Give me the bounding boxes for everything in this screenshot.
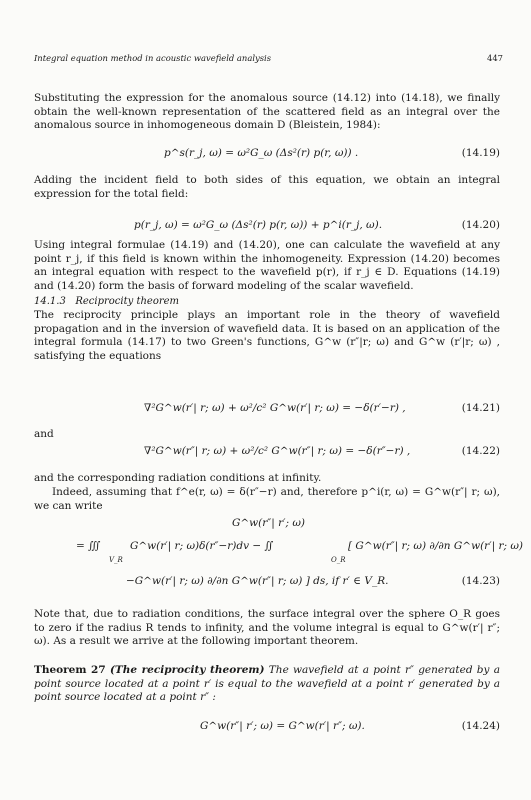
section-heading xyxy=(34,295,179,309)
equation-14-19 xyxy=(34,147,500,163)
theorem-label: Theorem 27 xyxy=(34,664,106,676)
paragraph-5: and the corresponding radiation conditions at infinity. xyxy=(34,472,322,484)
connective-text: and xyxy=(34,428,54,440)
paragraph-7: Note that, due to radiation conditions, the surface integral over the sphere O_R goes to zero if the radius R tends to infinity, and the volume integral is equal to G^w(r′| r″; ω). As a result we arrive at the following important theorem. xyxy=(34,608,500,648)
equation-body-bracket: [ G^w(r″| r; ω) ∂/∂n G^w(r′| r; ω) xyxy=(348,540,524,552)
equation-body: G^w(r′| r; ω)δ(r″−r)dv − ∬ xyxy=(130,540,274,552)
equation-body: p(r_j, ω) = ω²G_ω (Δs²(r) p(r, ω)) + p^i(r_j, ω). xyxy=(134,219,383,231)
equation-number: (14.20) xyxy=(461,219,500,231)
equation-body: G^w(r″| r′; ω) = G^w(r′| r″; ω). xyxy=(200,720,365,732)
surface-subscript: O_R xyxy=(331,556,346,564)
theorem-name: (The reciprocity theorem) xyxy=(109,664,265,676)
equation-number: (14.21) xyxy=(461,402,500,414)
paragraph-1: Substituting the expression for the anomalous source (14.12) into (14.18), we finally obtain the well-known representation of the scattered field as an integral over the anomalous source in inhomogeneous domain D (Bleistein, 1984): xyxy=(34,92,500,132)
equation-14-22 xyxy=(34,445,500,461)
equation-14-20 xyxy=(34,219,500,235)
equation-body: ∇²G^w(r″| r; ω) + ω²/c² G^w(r″| r; ω) = −δ(r″−r) , xyxy=(144,445,411,457)
theorem-body: The wavefield at a point r″ generated by a point source located at a point r′ is equal to the wavefield at a point r′ generated by a point source located at a point r″ : xyxy=(34,664,501,704)
running-title: Integral equation method in acoustic wavefield analysis xyxy=(34,53,271,63)
triple-integral: = ∭ xyxy=(76,540,101,552)
equation-14-23-line-3 xyxy=(34,575,500,591)
equation-number: (14.19) xyxy=(461,147,500,159)
section-number: 14.1.3 xyxy=(34,296,66,307)
running-header xyxy=(34,52,503,66)
paragraph-6: Indeed, assuming that f^e(r, ω) = δ(r″−r) and, therefore p^i(r, ω) = G^w(r″| r; ω), we can write xyxy=(34,486,500,512)
equation-number: (14.24) xyxy=(461,720,500,732)
equation-body: p^s(r_j, ω) = ω²G_ω (Δs²(r) p(r, ω)) . xyxy=(164,147,359,159)
equation-14-23-line-1 xyxy=(34,517,500,533)
theorem-27 xyxy=(34,664,500,705)
equation-body: G^w(r″| r′; ω) xyxy=(232,517,306,529)
equation-14-21 xyxy=(34,402,500,418)
section-title: Reciprocity theorem xyxy=(75,296,180,307)
equation-14-23-line-2 xyxy=(34,540,524,564)
page-number: 447 xyxy=(487,53,503,63)
equation-number: (14.22) xyxy=(461,445,500,457)
paragraph-2: Adding the incident field to both sides of this equation, we obtain an integral expression for the total field: xyxy=(34,174,500,200)
equation-number: (14.23) xyxy=(461,575,500,587)
equation-14-24 xyxy=(34,720,500,736)
paragraph-4: The reciprocity principle plays an important role in the theory of wavefield propagation and in the inversion of wavefield data. It is based on an application of the integral formula (14.17) to two Green's functions, G^w (r″|r; ω) and G^w (r′|r; ω) , satisfying the equations xyxy=(34,309,500,362)
paragraph-3: Using integral formulae (14.19) and (14.20), one can calculate the wavefield at any point r_j, if this field is known within the inhomogeneity. Expression (14.20) becomes an integral equation with respect to the wavefield p(r), if r_j ∈ D. Equations (14.19) and (14.20) form the basis of forward modeling of the scalar wavefield. xyxy=(34,239,500,292)
equation-body: −G^w(r′| r; ω) ∂/∂n G^w(r″| r; ω) ] ds, if r′ ∈ V_R. xyxy=(126,575,389,587)
volume-subscript: V_R xyxy=(109,556,123,564)
equation-body: ∇²G^w(r′| r; ω) + ω²/c² G^w(r′| r; ω) = −δ(r′−r) , xyxy=(144,402,406,414)
